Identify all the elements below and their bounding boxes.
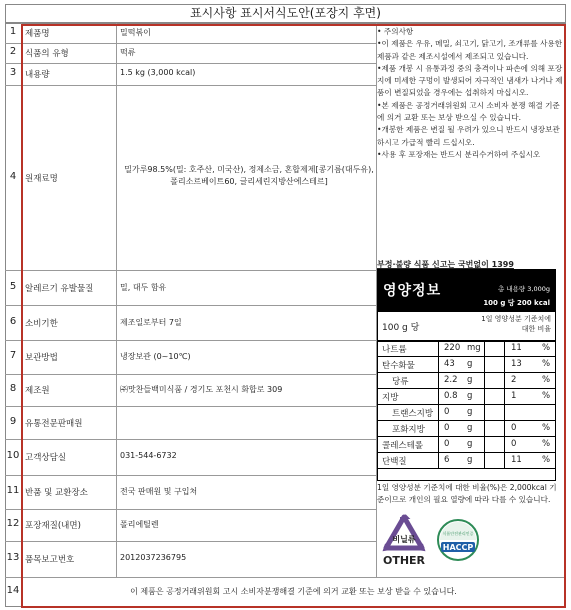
- row-value: 1.5 kg (3,000 kcal): [120, 68, 196, 77]
- nutrition-unit: g: [467, 391, 473, 401]
- row-number: 5: [9, 280, 17, 292]
- nutrition-pct: 11: [511, 455, 522, 465]
- haccp-caption: 식품안전관리인증: [442, 531, 474, 536]
- nutrition-pct: 13: [511, 359, 522, 369]
- row-label: 원재료명: [25, 173, 58, 184]
- nutrition-pct: 2: [511, 375, 517, 385]
- highlight-frame: [21, 24, 566, 608]
- row-number: 8: [9, 383, 17, 394]
- page-title: 표시사항 표시서식도안(포장지 후면): [5, 4, 566, 23]
- note: •본 제품은 공정거래위원회 고시 소비자 분쟁 해결 기준에 의거 교환 또는 보상 받으실 수 있습니다.: [377, 100, 560, 123]
- row-number: 10: [6, 450, 20, 461]
- nutrition-amount: 0: [444, 439, 450, 449]
- nutrition-title: 영양정보: [383, 283, 442, 299]
- nutrition-pct: 0: [511, 439, 517, 449]
- row-label: 품목보고번호: [25, 555, 75, 565]
- row-number: 3: [9, 67, 17, 78]
- row-number: 2: [9, 46, 17, 57]
- row-value: 폴리에틸렌: [120, 520, 159, 529]
- row-value: 제조일로부터 7일: [120, 317, 182, 327]
- nutrition-name: 당류: [392, 377, 409, 387]
- nutrition-name: 콜레스테롤: [382, 441, 424, 451]
- nutrition-pu: %: [542, 359, 551, 369]
- row-value: 이 제품은 공정거래위원회 고시 소비자분쟁해결 기준에 의거 교환 또는 보상 받을 수 있습니다.: [130, 587, 457, 596]
- nutrition-pu: %: [542, 391, 551, 401]
- row-number: 9: [9, 415, 17, 427]
- row-number: 14: [6, 585, 20, 596]
- note: •사용 후 포장재는 반드시 분리수거하여 주십시오: [377, 149, 541, 159]
- nutrition-pu: %: [542, 439, 551, 449]
- nutrition-amount: 2.2: [444, 375, 458, 385]
- nutrition-footnote: 1일 영양성분 기준치에 대한 비율(%)은 2,000kcal 기준이므로 개인의 필요 열량에 따라 다를 수 있습니다.: [377, 483, 557, 504]
- row-label: 식품의 유형: [25, 49, 69, 59]
- nutrition-amount: 220: [444, 343, 461, 353]
- row-value: 밀가루98.5%(밀: 호주산, 미국산), 정제소금, 혼합제제[콩기름(대두유), 폴리소르베이트60, 글리세린지방산에스테르]: [124, 164, 374, 186]
- row-number: 12: [6, 518, 20, 529]
- row-number: 6: [9, 315, 17, 327]
- nutrition-unit: g: [467, 455, 473, 465]
- nutrition-pct: 1: [511, 391, 517, 401]
- nutrition-unit: mg: [467, 343, 481, 353]
- note: •개봉한 제품은 변질 될 우려가 있으니 반드시 냉장보관 하시고 가급적 빨리 드십시오.: [377, 125, 560, 147]
- recycle-label: 비닐류: [392, 535, 416, 544]
- nutrition-basis: 100 g 당: [382, 323, 420, 333]
- row-number: 4: [9, 170, 17, 182]
- row-label: 반품 및 교환장소: [25, 488, 88, 498]
- nutrition-name: 단백질: [382, 457, 407, 467]
- row-value: ㈜맛찬들백미식품 / 경기도 포천시 화합로 309: [120, 385, 283, 394]
- row-value: 떡류: [120, 48, 136, 57]
- row-value: 냉장보관 (0~10℃): [120, 352, 191, 361]
- row-value: 밀떡볶이: [120, 28, 151, 37]
- row-label: 알레르기 유발물질: [25, 283, 94, 294]
- row-label: 유통전문판매원: [25, 418, 83, 429]
- row-value: 2012037236795: [120, 553, 187, 562]
- nutrition-name: 포화지방: [392, 425, 425, 435]
- note: • 주의사항: [377, 27, 414, 36]
- row-label: 고객상담실: [25, 453, 67, 463]
- report-hotline: 부정·불량 식품 신고는 국번없이 1399: [377, 260, 514, 269]
- nutrition-total: 총 내용량 3,000g: [498, 285, 550, 293]
- row-value: 031-544-6732: [120, 451, 177, 460]
- nutrition-amount: 0.8: [444, 391, 458, 401]
- row-label: 포장재질(내면): [25, 521, 81, 531]
- row-value: 밀, 대두 함유: [120, 282, 167, 292]
- row-label: 소비기한: [25, 318, 58, 329]
- row-label: 제조원: [25, 386, 50, 396]
- nutrition-name: 탄수화물: [382, 361, 415, 371]
- nutrition-pu: %: [542, 375, 551, 385]
- nutrition-pu: %: [542, 455, 551, 465]
- nutrition-pct: 0: [511, 423, 517, 433]
- nutrition-unit: g: [467, 375, 473, 385]
- nutrition-unit: g: [467, 423, 473, 433]
- nutrition-name: 나트륨: [382, 345, 407, 355]
- row-label: 제품명: [25, 29, 50, 39]
- haccp-text: HACCP: [442, 543, 474, 552]
- nutrition-per: 100 g 당 200 kcal: [483, 299, 550, 307]
- nutrition-unit: g: [467, 359, 473, 369]
- note: •제품 개봉 시 유통과정 중의 충격이나 파손에 의해 포장지에 미세한 구멍이 발생되어 자극적인 냄새가 나거나 제품이 변질되었을 경우에는 섭취하지 마십시오.: [377, 63, 563, 98]
- nutrition-name: 트랜스지방: [392, 409, 434, 419]
- row-label: 보관방법: [25, 353, 58, 363]
- nutrition-name: 지방: [382, 393, 399, 403]
- recycle-other: OTHER: [382, 554, 426, 567]
- row-number: 13: [6, 552, 20, 563]
- nutrition-amount: 0: [444, 407, 450, 417]
- row-label: 내용량: [25, 70, 50, 80]
- note: •이 제품은 우유, 메밀, 쇠고기, 닭고기, 조개류를 사용한 제품과 같은 제조시설에서 제조되고 있습니다.: [377, 39, 563, 61]
- nutrition-dv-header: 1일 영양성분 기준치에 대한 비율: [481, 315, 551, 333]
- row-number: 11: [6, 485, 20, 496]
- row-number: 1: [9, 26, 17, 37]
- nutrition-pct: 11: [511, 343, 522, 353]
- row-value: 전국 판매원 및 구입처: [120, 487, 198, 496]
- nutrition-amount: 6: [444, 455, 450, 465]
- nutrition-amount: 43: [444, 359, 455, 369]
- nutrition-pu: %: [542, 423, 551, 433]
- nutrition-unit: g: [467, 439, 473, 449]
- nutrition-unit: g: [467, 407, 473, 417]
- nutrition-amount: 0: [444, 423, 450, 433]
- row-number: 7: [9, 350, 17, 361]
- nutrition-pu: %: [542, 343, 551, 353]
